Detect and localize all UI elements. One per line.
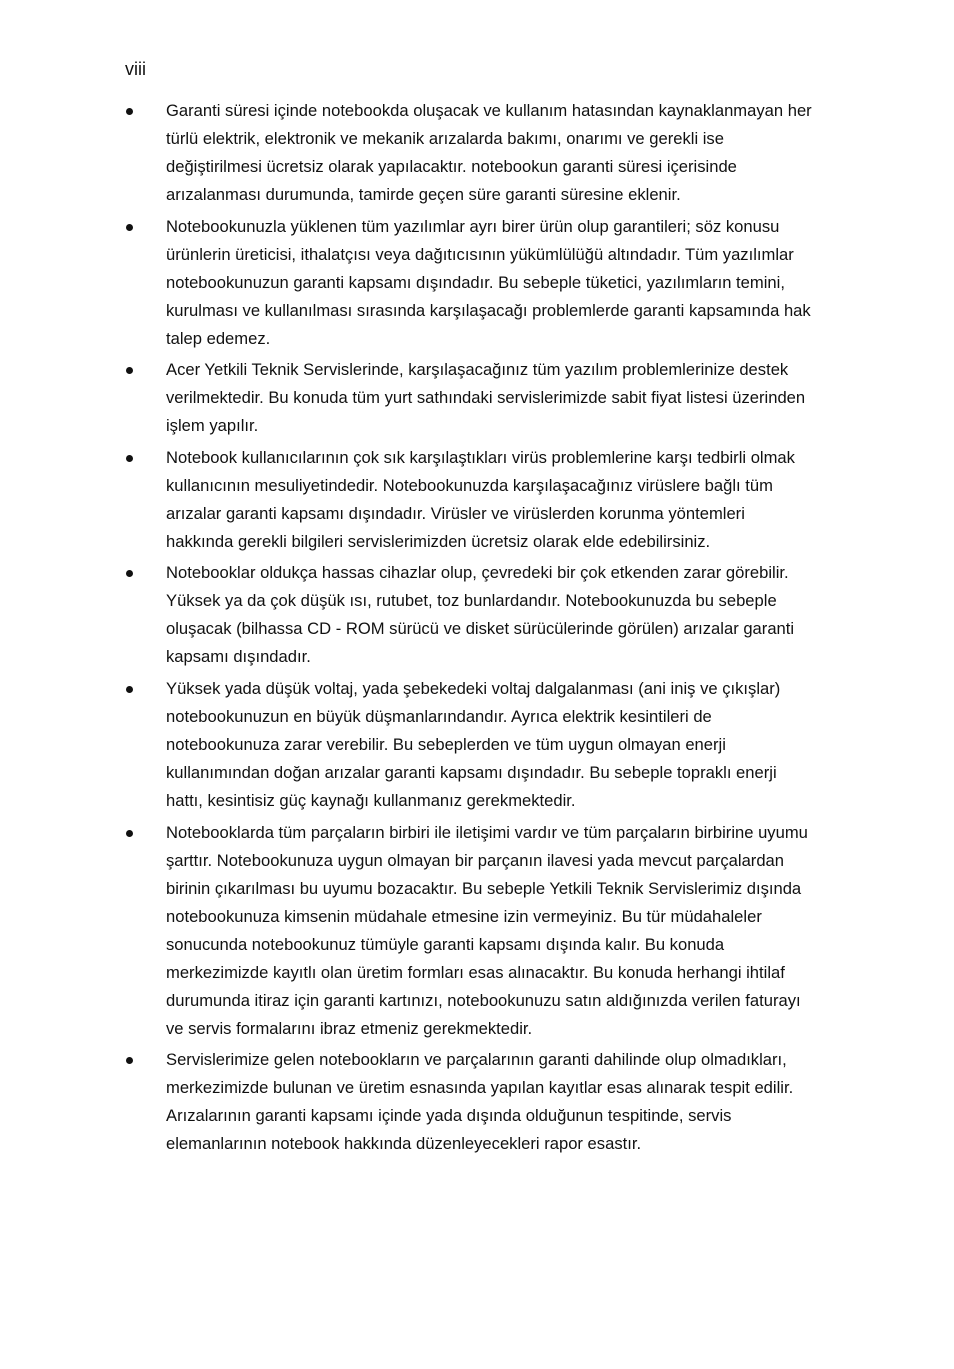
list-item	[0, 356, 816, 440]
bullet-icon	[126, 1057, 133, 1064]
list-item	[0, 559, 816, 671]
bullet-icon	[126, 830, 133, 837]
page-number: viii	[125, 59, 146, 79]
list-item-text: Notebooklar oldukça hassas cihazlar olup, çevredeki bir çok etkenden zarar görebilir. Yüksek ya da çok düşük ısı, rutubet, toz bunlardandır. Notebookunuzda bu sebeple oluşacak (bilhassa CD - ROM sürücü ve disket sürücülerinde görülen) arızalar garanti kapsamı dışındadır.	[166, 563, 795, 667]
list-item-text: Servislerimize gelen notebookların ve parçalarının garanti dahilinde olup olmadıkları, merkezimizde bulunan ve üretim esnasında yapılan kayıtlar esas alınarak tespit edilir. Arızalarının garanti kapsamı içinde yada dışında olduğunun tespitinde, servis elemanlarının notebook hakkında düzenleyecekleri rapor esastır.	[166, 1050, 794, 1154]
list-item-text: Yüksek yada düşük voltaj, yada şebekedeki voltaj dalgalanması (ani iniş ve çıkışlar) notebookunuzun en büyük düşmanlarındandır. Ayrıca elektrik kesintileri de notebookunuza zarar verebilir. Bu sebeplerden ve tüm uygun olmayan enerji kullanımından doğan arızalar garanti kapsamı dışındadır. Bu sebeple topraklı enerji hattı, kesintisiz güç kaynağı kullanmanız gerekmektedir.	[166, 678, 781, 810]
list-item	[0, 213, 816, 353]
list-item	[0, 675, 816, 815]
list-item-text: Notebookunuzla yüklenen tüm yazılımlar ayrı birer ürün olup garantileri; söz konusu ürünlerin üreticisi, ithalatçısı veya dağıtıcısının yükümlülüğü altındadır. Tüm yazılımlar notebookunuzun garanti kapsamı dışındadır. Bu sebeple tüketici, yazılımların temini, kurulması ve kullanılması sırasında karşılaşacağı problemlerde garanti kapsamında hak talep edemez.	[166, 216, 811, 348]
list-item	[0, 1046, 816, 1158]
bullet-icon	[126, 455, 133, 462]
list-item-text: Acer Yetkili Teknik Servislerinde, karşılaşacağınız tüm yazılım problemlerinize destek verilmektedir. Bu konuda tüm yurt sathındaki servislerimizde sabit fiyat listesi üzerinden işlem yapılır.	[166, 360, 806, 436]
list-item	[0, 444, 816, 556]
list-item-text: Garanti süresi içinde notebookda oluşacak ve kullanım hatasından kaynaklanmayan her türlü elektrik, elektronik ve mekanik arızalarda bakımı, onarımı ve gerekli ise değiştirilmesi ücretsiz olarak yapılacaktır. notebookun garanti süresi içerisinde arızalanması durumunda, tamirde geçen süre garanti süresine eklenir.	[166, 101, 812, 204]
list-item-text: Notebook kullanıcılarının çok sık karşılaştıkları virüs problemlerine karşı tedbirli olmak kullanıcının mesuliyetindedir. Notebookunuzda karşılaşacağınız virüslere bağlı tüm arızalar garanti kapsamı dışındadır. Virüsler ve virüslerden korunma yöntemleri hakkında gerekli bilgileri servislerimizden ücretsiz olarak elde edebilirsiniz.	[166, 447, 795, 551]
bullet-icon	[126, 570, 133, 577]
bullet-icon	[126, 108, 133, 115]
bullet-icon	[126, 224, 133, 231]
list-item	[0, 819, 816, 1043]
bullet-icon	[126, 367, 133, 374]
list-item	[0, 97, 816, 209]
list-item-text: Notebooklarda tüm parçaların birbiri ile iletişimi vardır ve tüm parçaların birbirine uyumu şarttır. Notebookunuza uygun olmayan bir parçanın ilavesi yada mevcut parçalardan birinin çıkarılması bu uyumu bozacaktır. Bu sebeple Yetkili Teknik Servislerimiz dışında notebookunuza kimsenin müdahale etmesine izin vermeyiniz. Bu tür müdahaleler sonucunda notebookunuz tümüyle garanti kapsamı dışında kalır. Bu konuda merkezimizde kayıtlı olan üretim formları esas alınacaktır. Bu konuda herhangi ihtilaf durumunda itiraz için garanti kartınızı, notebookunuzu satın aldığınızda verilen faturayı ve servis formalarını ibraz etmeniz gerekmektedir.	[166, 822, 808, 1038]
warranty-terms-list	[0, 97, 954, 1162]
bullet-icon	[126, 686, 133, 693]
